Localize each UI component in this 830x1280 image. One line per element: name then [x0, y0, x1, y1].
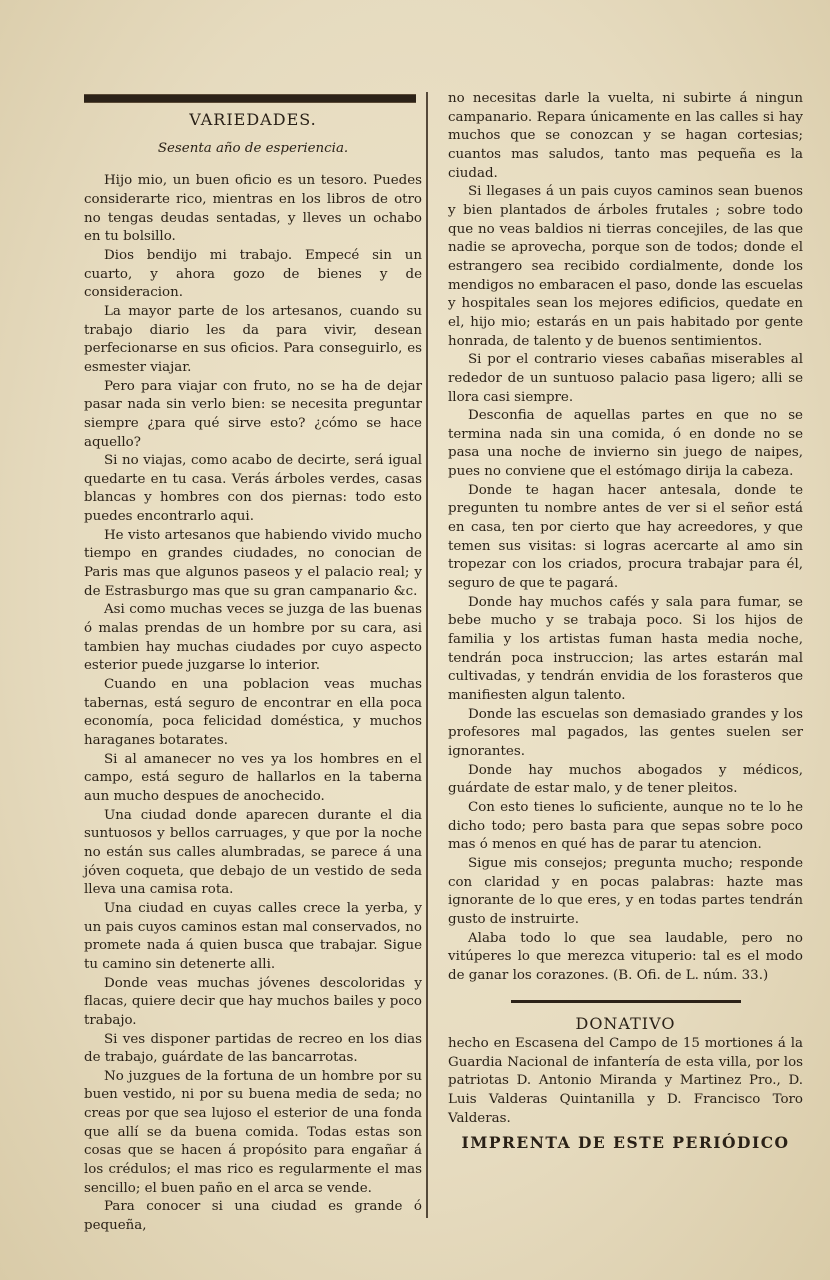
paragraph: Una ciudad en cuyas calles crece la yerba, y un pais cuyos caminos estan mal conservados, no promete nada á quien busca que trabajar. Sigue tu camino sin detenerte alli.: [84, 900, 422, 972]
article-subtitle: Sesenta año de esperiencia.: [157, 140, 349, 156]
paragraph: No juzgues de la fortuna de un hombre por su buen vestido, ni por su buena media de seda; no creas por que sea lujoso el esterior de una fonda que allí se da buena comida. Todas estas son cosas que se hacen á propósito para engañar á los crédulos; el mas rico es regularmente el mas sencillo; el buen paño en el arca se vende.: [84, 1068, 422, 1196]
paragraph: Asi como muchas veces se juzga de las buenas ó malas prendas de un hombre por su cara, asi tambien hay muchas ciudades por cuyo aspecto esterior puede juzgarse lo interior.: [84, 602, 422, 674]
paragraph: Si por el contrario vieses cabañas miserables al rededor de un suntuoso palacio pasa ligero; alli se llora casi siempre.: [448, 352, 803, 405]
paragraph: no necesitas darle la vuelta, ni subirte á ningun campanario. Repara únicamente en las calles si hay muchos que se conozcan y se hagan cortesias; cuantos mas saludos, tanto mas pequeña es la ciudad.: [448, 91, 803, 181]
paragraph: Dios bendijo mi trabajo. Empecé sin un cuarto, y ahora gozo de bienes y de consideracion.: [84, 247, 422, 301]
donativo-title: DONATIVO: [575, 1013, 676, 1033]
paragraph: Pero para viajar con fruto, no se ha de dejar pasar nada sin verlo bien: se necesita preguntar siempre ¿para qué sirve esto? ¿cómo se hace aquello?: [84, 378, 422, 450]
paragraph: Cuando en una poblacion veas muchas tabernas, está seguro de encontrar en ella poca economía, poca felicidad doméstica, y muchos haraganes botarates.: [84, 677, 422, 748]
paragraph: Si ves disponer partidas de recreo en los dias de trabajo, guárdate de las bancarrotas.: [84, 1031, 422, 1066]
section-title: VARIEDADES.: [189, 110, 317, 129]
donativo-text: hecho en Escasena del Campo de 15 mortiones á la Guardia Nacional de infantería de esta villa, por los patriotas D. Antonio Miranda y Martinez Pro., D. Luis Valderas Quintanilla y D. Francisco Toro Valderas.: [448, 1036, 803, 1126]
left-column: [84, 90, 422, 1236]
paragraph: Alaba todo lo que sea laudable, pero no vitúperes lo que merezca vituperio: tal es el modo de ganar los corazones. (B. Ofi. de L. núm. 33.): [448, 930, 803, 983]
paragraph: Una ciudad donde aparecen durante el dia suntuosos y bellos carruages, y que por la noche no están sus calles alumbradas, se parece á una jóven coqueta, que debajo de un vestido de seda lleva una camisa rota.: [84, 807, 422, 898]
paragraph: Si no viajas, como acabo de decirte, será igual quedarte en tu casa. Verás árboles verdes, casas blancas y hombres con dos piernas: todo esto puedes encontrarlo aqui.: [84, 453, 422, 525]
paragraph: Sigue mis consejos; pregunta mucho; responde con claridad y en pocas palabras: hazte mas ignorante de lo que eres, y en todas partes tendrán gusto de instruirte.: [448, 855, 803, 927]
donativo-notice: [448, 1015, 803, 1129]
paragraph: Donde hay muchos cafés y sala para fumar, se bebe mucho y se trabaja poco. Si los hijos de familia y los artistas fuman hasta media noche, tendrán poca instruccion; las artes estarán mal cultivadas, y tendrán envidia de los forasteros que manifiesten algun talento.: [448, 594, 803, 703]
paragraph: Hijo mio, un buen oficio es un tesoro. Puedes considerarte rico, mientras en los libros de otro no tengas deudas sentadas, y lleves un ochabo en tu bolsillo.: [84, 173, 422, 245]
header-rule: [84, 94, 416, 103]
column-divider: [426, 92, 428, 1218]
section-rule: [511, 1000, 741, 1003]
paragraph: Si llegases á un pais cuyos caminos sean buenos y bien plantados de árboles frutales ; sobre todo que no veas baldios ni tierras concejiles, de las que nadie se aprovecha, porque son de todos; donde el estrangero sea recibido cordialmente, donde los mendigos no embaracen el paso, donde las escuelas y hospitales sean los mejores edificios, quedate en el, hijo mio; estarás en un pais habitado por gente honrada, de talento y de buenos sentimientos.: [448, 184, 803, 349]
paragraph: He visto artesanos que habiendo vivido mucho tiempo en grandes ciudades, no conocian de Paris mas que algunos paseos y el palacio real; y de Estrasburgo mas que su gran campanario &c.: [84, 527, 422, 599]
paragraph: Donde las escuelas son demasiado grandes y los profesores mal pagados, las gentes suelen ser ignorantes.: [448, 706, 803, 759]
paragraph: Con esto tienes lo suficiente, aunque no te lo he dicho todo; pero basta para que sepas sobre poco mas ó menos en qué has de parar tu atencion.: [448, 799, 803, 853]
right-column: [448, 90, 803, 1153]
imprint-line: IMPRENTA DE ESTE PERIÓDICO: [461, 1133, 790, 1153]
paragraph: Donde hay muchos abogados y médicos, guárdate de estar malo, y de tener pleitos.: [448, 762, 803, 797]
paragraph: Desconfia de aquellas partes en que no se termina nada sin una comida, ó en donde no se pasa una noche de invierno sin juego de naipes, pues no conviene que el estómago dirija la cabeza.: [448, 408, 803, 480]
paragraph: Donde veas muchas jóvenes descoloridas y flacas, quiere decir que hay muchos bailes y poco trabajo.: [84, 975, 422, 1028]
paragraph: Donde te hagan hacer antesala, donde te pregunten tu nombre antes de ver si el señor está en casa, ten por cierto que hay acreedores, y que temen sus visitas: si logras acercarte al amo sin tropezar con los criados, procura trabajar para él, seguro de que te pagará.: [448, 482, 803, 592]
paragraph: Si al amanecer no ves ya los hombres en el campo, está seguro de hallarlos en la taberna aun mucho despues de anochecido.: [84, 751, 422, 804]
paragraph: Para conocer si una ciudad es grande ó pequeña,: [84, 1199, 422, 1234]
paragraph: La mayor parte de los artesanos, cuando su trabajo diario les da para vivir, desean perfecionarse en sus oficios. Para conseguirlo, es esmester viajar.: [84, 303, 422, 375]
